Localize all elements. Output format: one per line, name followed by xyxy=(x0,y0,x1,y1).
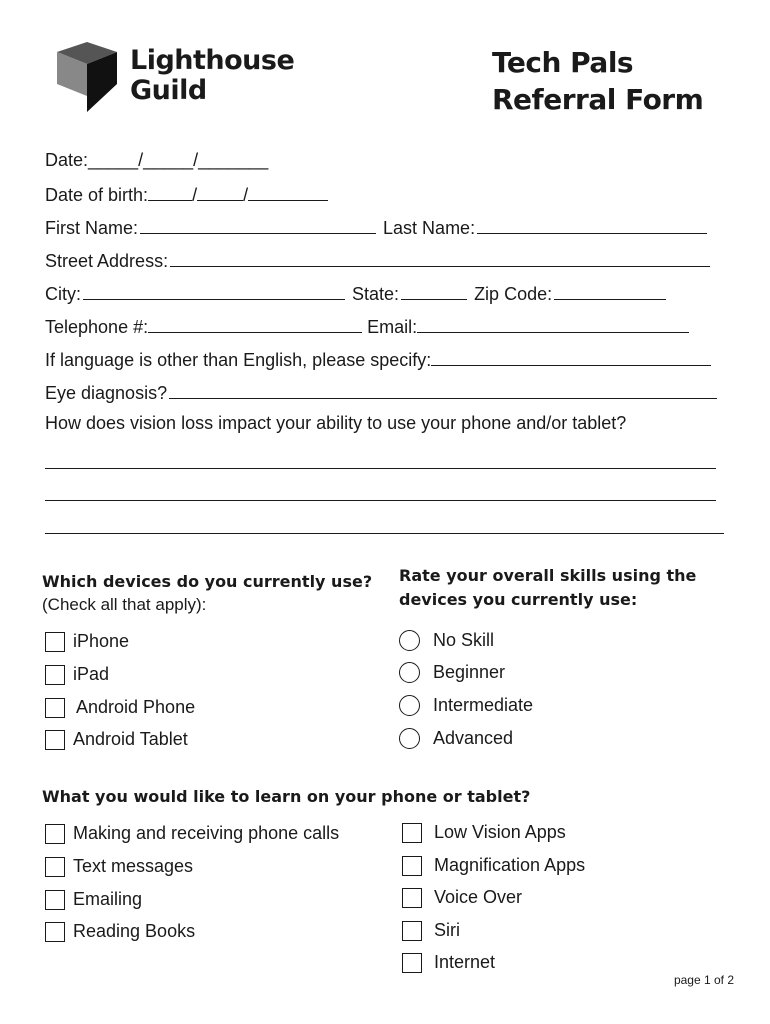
telephone-blank[interactable] xyxy=(148,315,362,333)
eye-blank[interactable] xyxy=(169,381,717,399)
eye-row xyxy=(45,381,719,404)
learn-heading: What you would like to learn on your phone or tablet? xyxy=(42,787,531,806)
checkbox[interactable] xyxy=(45,665,65,685)
radio-button[interactable] xyxy=(399,662,420,683)
option-label: iPhone xyxy=(73,631,130,651)
name-row xyxy=(45,216,709,239)
checkbox[interactable] xyxy=(402,823,422,843)
option-label: Making and receiving phone calls xyxy=(73,823,340,843)
option-label: Android Tablet xyxy=(73,729,188,749)
checkbox[interactable] xyxy=(45,824,65,844)
impact-answer-line-1[interactable] xyxy=(45,468,716,469)
zip-label: Zip Code: xyxy=(474,284,553,304)
checkbox[interactable] xyxy=(402,856,422,876)
skill-option-intermediate[interactable] xyxy=(399,695,533,716)
checkbox[interactable] xyxy=(45,857,65,877)
device-option-android-phone[interactable] xyxy=(45,697,195,718)
option-label: Internet xyxy=(434,952,496,972)
city-blank[interactable] xyxy=(83,282,345,300)
option-label: Android Phone xyxy=(76,697,196,717)
street-label: Street Address: xyxy=(45,251,169,271)
last-name-label: Last Name: xyxy=(383,218,476,238)
option-label: Emailing xyxy=(73,889,143,909)
checkbox[interactable] xyxy=(402,921,422,941)
radio-button[interactable] xyxy=(399,695,420,716)
date-label: Date:_____/_____/_______ xyxy=(45,150,269,170)
first-name-blank[interactable] xyxy=(140,216,376,234)
learn-option-reading-books[interactable] xyxy=(45,921,195,942)
street-blank[interactable] xyxy=(170,249,710,267)
learn-option-voice-over[interactable] xyxy=(402,887,522,908)
date-field[interactable] xyxy=(45,150,268,171)
form-title-line-2: Referral Form xyxy=(492,83,704,116)
learn-option-phone-calls[interactable] xyxy=(45,823,339,844)
dob-day-blank[interactable] xyxy=(197,183,243,201)
option-label: Magnification Apps xyxy=(434,855,586,875)
learn-option-emailing[interactable] xyxy=(45,889,142,910)
state-label: State: xyxy=(352,284,400,304)
logo-wordmark xyxy=(130,46,294,106)
city-row xyxy=(45,282,668,305)
language-blank[interactable] xyxy=(431,348,711,366)
last-name-blank[interactable] xyxy=(477,216,707,234)
logo-line-1: Lighthouse xyxy=(130,45,295,76)
impact-answer-line-2[interactable] xyxy=(45,500,716,501)
skill-option-no-skill[interactable] xyxy=(399,630,494,651)
radio-button[interactable] xyxy=(399,630,420,651)
checkbox[interactable] xyxy=(45,698,65,718)
language-label: If language is other than English, please specify: xyxy=(45,350,432,370)
option-label: Intermediate xyxy=(433,695,534,715)
impact-answer-line-3[interactable] xyxy=(45,533,724,534)
impact-question xyxy=(45,413,626,434)
state-blank[interactable] xyxy=(401,282,467,300)
dob-year-blank[interactable] xyxy=(248,183,328,201)
option-label: Voice Over xyxy=(434,887,523,907)
phone-row xyxy=(45,315,689,338)
email-blank[interactable] xyxy=(417,315,689,333)
email-label: Email: xyxy=(367,317,418,337)
zip-blank[interactable] xyxy=(554,282,666,300)
checkbox[interactable] xyxy=(45,632,65,652)
first-name-label: First Name: xyxy=(45,218,139,238)
checkbox[interactable] xyxy=(45,730,65,750)
skill-option-advanced[interactable] xyxy=(399,728,513,749)
checkbox[interactable] xyxy=(402,953,422,973)
checkbox[interactable] xyxy=(45,922,65,942)
eye-label: Eye diagnosis? xyxy=(45,383,168,403)
page-number: page 1 of 2 xyxy=(673,973,734,987)
device-option-ipad[interactable] xyxy=(45,664,109,685)
logo-line-2: Guild xyxy=(130,75,207,106)
lighthouse-guild-logo-icon xyxy=(55,40,119,114)
option-label: Text messages xyxy=(73,856,194,876)
devices-heading: Which devices do you currently use? xyxy=(42,572,373,591)
option-label: iPad xyxy=(73,664,110,684)
learn-option-text-messages[interactable] xyxy=(45,856,193,877)
dob-label: Date of birth: xyxy=(45,185,149,205)
form-title-line-1: Tech Pals xyxy=(492,46,634,79)
learn-option-siri[interactable] xyxy=(402,920,460,941)
skill-option-beginner[interactable] xyxy=(399,662,505,683)
option-label: Advanced xyxy=(433,728,514,748)
skills-heading xyxy=(399,564,696,612)
option-label: No Skill xyxy=(433,630,495,650)
form-title xyxy=(492,44,703,118)
learn-option-low-vision-apps[interactable] xyxy=(402,822,566,843)
learn-option-internet[interactable] xyxy=(402,952,495,973)
learn-option-magnification-apps[interactable] xyxy=(402,855,585,876)
skills-heading-line-2: devices you currently use: xyxy=(399,590,638,609)
device-option-iphone[interactable] xyxy=(45,631,129,652)
impact-label: How does vision loss impact your ability to use your phone and/or tablet? xyxy=(45,413,627,433)
language-row xyxy=(45,348,711,371)
option-label: Reading Books xyxy=(73,921,196,941)
devices-subheading: (Check all that apply): xyxy=(42,595,207,614)
dob-field[interactable]: Date of birth: / / xyxy=(45,183,328,206)
device-option-android-tablet[interactable] xyxy=(45,729,188,750)
checkbox[interactable] xyxy=(45,890,65,910)
option-label: Siri xyxy=(434,920,460,940)
radio-button[interactable] xyxy=(399,728,420,749)
dob-month-blank[interactable] xyxy=(148,183,192,201)
skills-heading-line-1: Rate your overall skills using the xyxy=(399,566,697,585)
option-label: Beginner xyxy=(433,662,506,682)
street-row xyxy=(45,249,712,272)
telephone-label: Telephone #: xyxy=(45,317,149,337)
option-label: Low Vision Apps xyxy=(434,822,566,842)
checkbox[interactable] xyxy=(402,888,422,908)
city-label: City: xyxy=(45,284,81,304)
